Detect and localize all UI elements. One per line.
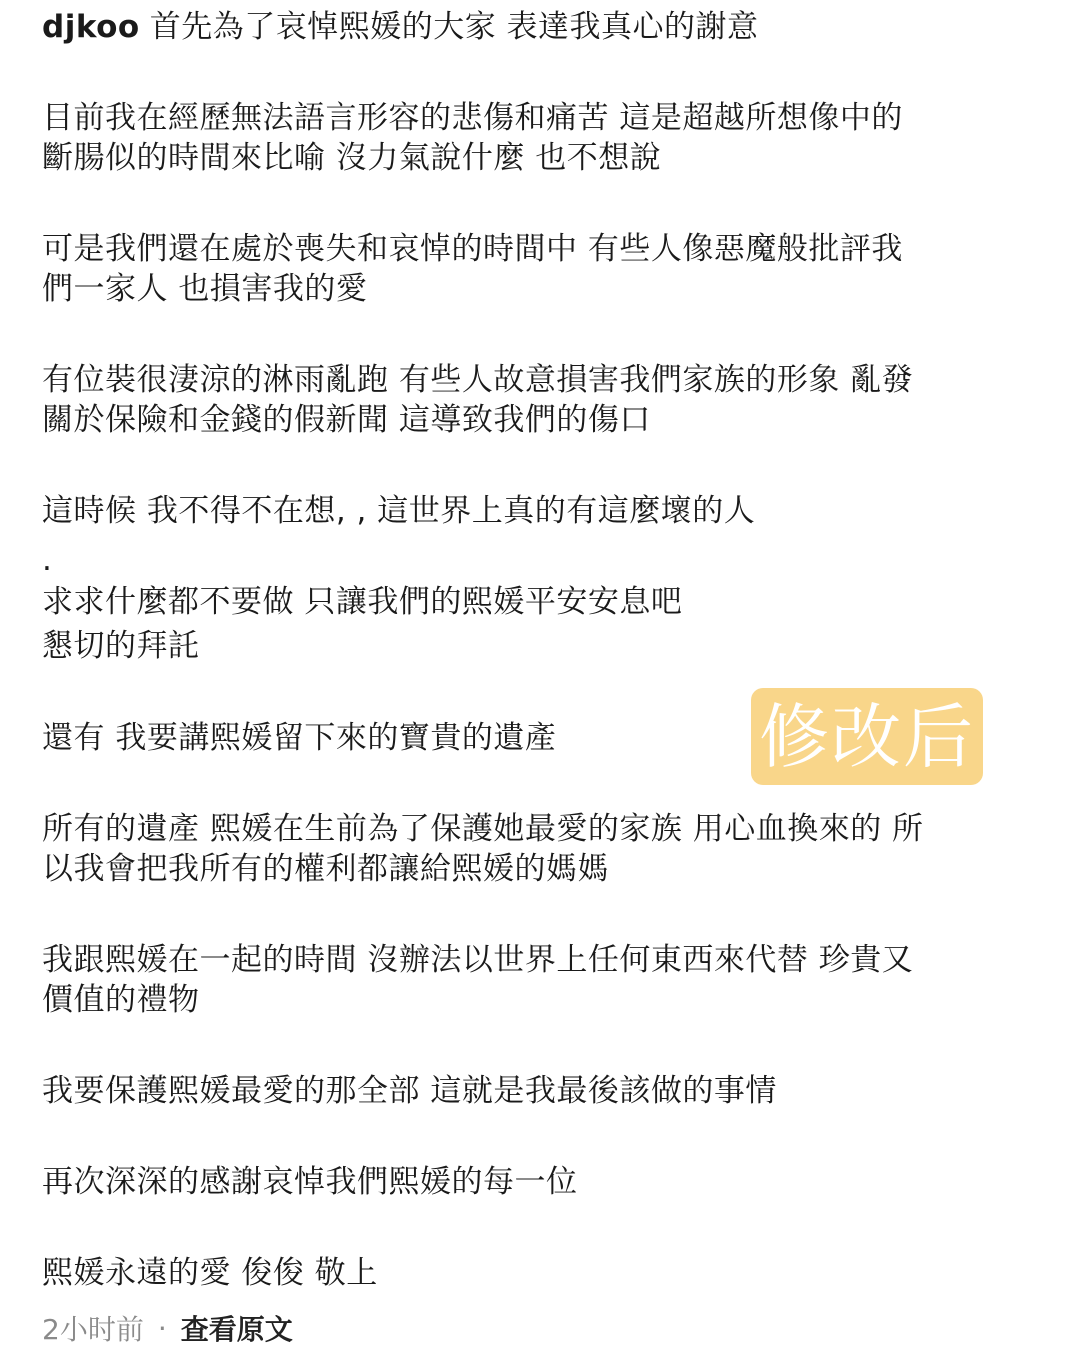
username[interactable]: djkoo: [42, 9, 140, 45]
post-line: 斷腸似的時間來比喻 沒力氣說什麼 也不想說: [42, 140, 662, 176]
post-timestamp: 2小时前: [42, 1313, 144, 1346]
post-line: 以我會把我所有的權利都讓給熙媛的媽媽: [42, 851, 609, 887]
post-line: 價值的禮物: [42, 982, 200, 1018]
post-line: 還有 我要講熙媛留下來的寶貴的遺產: [42, 720, 557, 756]
post-line: 目前我在經歷無法語言形容的悲傷和痛苦 這是超越所想像中的: [42, 100, 903, 136]
post-line: 再次深深的感謝哀悼我們熙媛的每一位: [42, 1164, 578, 1200]
post-line: 求求什麼都不要做 只讓我們的熙媛平安安息吧: [42, 584, 683, 620]
post-line: 懇切的拜託: [42, 628, 200, 664]
post-line: 熙媛永遠的愛 俊俊 敬上: [42, 1255, 378, 1291]
watermark-text: 修改后: [759, 695, 975, 778]
post-text: 首先為了哀悼熙媛的大家 表達我真心的謝意: [149, 9, 759, 45]
footer-separator: ·: [157, 1311, 167, 1345]
post-line: 我要保護熙媛最愛的那全部 這就是我最後該做的事情: [42, 1073, 777, 1109]
edited-watermark: [751, 688, 983, 785]
post-line: 們一家人 也損害我的愛: [42, 271, 368, 307]
post-line: 可是我們還在處於喪失和哀悼的時間中 有些人像惡魔般批評我: [42, 231, 903, 267]
post-footer: [42, 1308, 293, 1348]
post-line: 這時候 我不得不在想, , 這世界上真的有這麼壞的人: [42, 493, 756, 529]
post-line: 我跟熙媛在一起的時間 沒辦法以世界上任何東西來代替 珍貴又: [42, 942, 914, 978]
view-original-link[interactable]: 查看原文: [180, 1313, 293, 1346]
post-dot: .: [42, 542, 52, 578]
post-line: 關於保險和金錢的假新聞 這導致我們的傷口: [42, 402, 651, 438]
post-line-1: [42, 7, 759, 47]
post-line: 所有的遺產 熙媛在生前為了保護她最愛的家族 用心血換來的 所: [42, 811, 924, 847]
post-line: 有位裝很淒涼的淋雨亂跑 有些人故意損害我們家族的形象 亂發: [42, 362, 914, 398]
